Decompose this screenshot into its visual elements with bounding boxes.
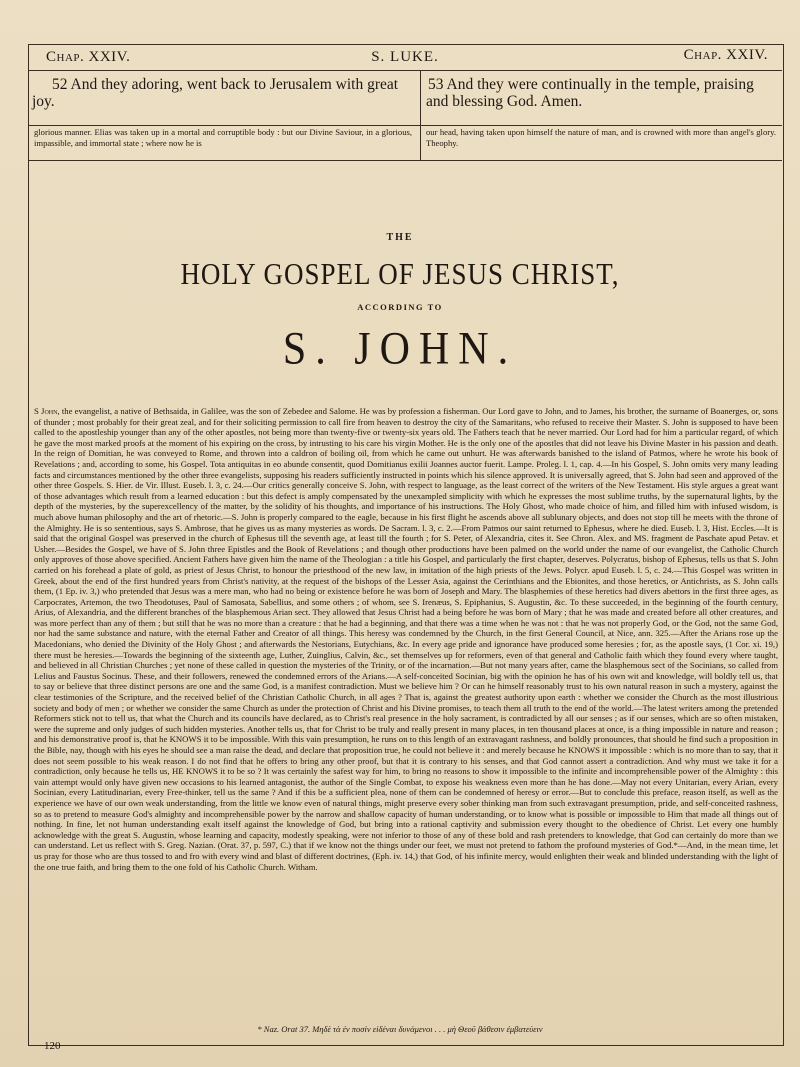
title-according: ACCORDING TO bbox=[357, 302, 443, 312]
column-divider bbox=[420, 71, 421, 125]
footnote: * Naz. Orat 37. Μηδὲ τὰ ἐν ποσὶν εἰδέναι δυνάμενοι . . . μὴ Θεοῦ βάθεσιν ἐμβατεύειν bbox=[257, 1024, 543, 1034]
verse-52: 52 And they adoring, went back to Jerusalem with great joy. bbox=[32, 76, 399, 110]
preface-body: the evangelist, a native of Bethsaida, in Galilee, was the son of Zebedee and Salome. He was by profession a fisherman. Our Lord gave to John, and to James, his brother, the surname of Boanerges, or, sons of thunder ; most probably for their great zeal, and for their soliciting permission to call fire from heaven to destroy the city of the Samaritans, who refused to receive their Master. S. John is supposed to have been called to the apostleship younger than any of the other apostles, not being more than twenty-five or twenty-six years old. The Fathers teach that he never married. Our Lord had for him a particular regard, of which he gave the most marked proofs at the moment of his expiring on the cross, by intrusting to his care his virgin Mother. He is the only one of the apostles that did not leave his Divine Master in his passion and death. In the reign of Domitian, he was conveyed to Rome, and thrown into a caldron of boiling oil, from which he came out unhurt. He was afterwards banished to the island of Patmos, where he wrote his book of Revelations ; and, according to some, his Gospel. Tota antiquitas in eo abunde consentit, quod Domitianus exilii Joannes auctor fuerit. Lampe. Proleg. l. 1, cap. 4.—In his Gospel, S. John omits very many leading facts and circumstances mentioned by the other three evangelists, supposing his readers sufficiently instructed in points which his silence approved. It is universally agreed, that S. John had seen and approved of the other three Gospels. S. Hier. de Vir. Illust. Euseb. l. 3, c. 24.—Our critics generally conceive S. John, with respect to language, as the least correct of the writers of the New Testament. His style argues a great want of those advantages which result from a learned education : but this defect is amply compensated by the unexampled simplicity with which he expresses the most sublime truths, by the supernatural lights, by the depth of the mysteries, by the superexcellency of the matter, by the solidity of his thoughts, and importance of his instructions. The Holy Ghost, who made choice of him, and filled him with infused wisdom, is much above human philosophy and the art of rhetoric.—S. John is properly compared to the eagle, because in his first flight he ascends above all sublunary objects, and does not stop till he meets with the throne of the Almighty. He is so sententious, says S. Ambrose, that he gives us as many mysteries as words. De Sacram. l. 3, c. 2.—From Patmos our saint returned to Ephesus, where he died. Euseb. l. 3, Hist. Eccles.—It is said that the original Gospel was preserved in the church of Ephesus till the seventh age, at least till the fourth ; for S. Peter, of Alexandria, cites it. See Chron. Alex. and MS. fragment de Paschate apud Petav. et Usher.—Besides the Gospel, we have of S. John three Epistles and the Book of Revelations ; and though other productions have been palmed on the world under the name of our evangelist, the Catholic Church only approves of those above specified. Ancient Fathers have given him the name of the Theologian : a title his Gospel, and particularly the first chapter, deserves. Polycratus, bishop of Ephesus, tells us that S. John carried on his forehead a plate of gold, as priest of Jesus Christ, to honour the priesthood of the new law, in imitation of the high priests of the Jews. Polycr. apud Euseb. l. 5, c. 24.—This Gospel was written in Greek, about the end of the first hundred years from Christ's nativity, at the request of the bishops of the Lesser Asia, against the Cerinthians and the Ebionites, and those heretics, or Antichrists, as S. John calls them, (1 Ep. iv. 3,) who pretended that Jesus was a mere man, who had no being or existence before he was born of Joseph and Mary. The blasphemies of these heretics had divers abettors in the first three ages, as Carpocrates, Artemon, the two Theodotuses, Paul of Samosata, Sabellius, and some others ; of whom, see S. Irenæus, S. Epiphanius, S. Augustin, &c. To these succeeded, in the beginning of the fourth century, Arius, of Alexandria, and the different branches of the blasphemous Arian sect. They allowed that Jesus Christ had a being before he was born of Mary ; that he was made and created before all other creatures, and was more perfect than any of them ; but still that he was no more than a creature : that he had a beginning, and that there was a time when he was not : that he was not properly God, or the God, not the same God, nor had the same substance and nature, with the eternal Father and Creator of all things. This heresy was condemned by the Church, in the first General Council, at Nice, ann. 325.—After the Arians rose up the Macedonians, who denied the Divinity of the Holy Ghost ; and afterwards the Nestorians, Eutychians, &c. In every age pride and ignorance have produced some heresies ; for, as the apostle says, (1 Cor. xi. 19,) there must be heresies.—Towards the beginning of the sixteenth age, Luther, Zuinglius, Calvin, &c., set themselves up for reformers, even of that general and Catholic faith which they found every where taught, and believed in all Christian Churches ; yet none of these called in question the mysteries of the Trinity, or of the incarnation.—But not many years after, came the blasphemous sect of the Socinians, so called from Lelius and Faustus Socinus. These, and their followers, renewed the condemned errors of the Arians.—A self-conceited Socinian, big with the opinion he has of his own wit and knowledge, will boldly tell us, that to say or believe that three distinct persons are one and the same God, is a manifest contradiction. Must we believe him ? Or can he himself reasonably trust to his own natural reason in such a mystery, against the clear testimonies of the Scripture, and the received belief of the Christian Catholic Church, in all ages ? That is, against the greatest authority upon earth : whether we consider the Church as the most illustrious society and body of men ; or whether we consider the same Church as under the protection of Christ and his Divine promises, to teach them all truth to the end of the world.—The latest writers among the pretended Reformers stick not to tell us, that what the Church and its councils have declared, as to Christ's real presence in the holy sacrament, is contradicted by all our senses ; as if our senses, which are so often mistaken, were the supreme and only judges of such hidden mysteries. Another tells us, that for Christ to be truly and really present in many places, in ten thousand places at once, is a thing impossible in nature and reason ; and his demonstrative proof is, that he KNOWS it to be impossible. With this vain presumption, he runs on to this length of an extravagant rashness, and boldly pronounces, that should he find such a proposition in the Bible, nay, though with his eyes he should see a man raise the dead, and declare that proposition true, he could not believe it : and merely because he KNOWS it impossible : which is no more than to say, that it does not seem possible to his weak reason. I do not find that he offers to bring any other proof, but that it is contrary to his senses, and that God cannot assert a contradiction. And why must we take it for a contradiction, only because he tells us, HE KNOWS it to be so ? It was certainly the safest way for him, to bring no reasons to show it impossible to the infinite and incomprehensible power of the Almighty : this vain attempt would only have given new occasions to his learned antagonist, the author of the Single Combat, to expose his weakness even more than he has done.—May not every Unitarian, every Arian, every Socinian, every Latitudinarian, every Free-thinker, tell us the same ? And if this be a sufficient plea, none of them can be condemned of heresy or error.—But to conclude this preface, reason itself, as well as the experience we have of our own weak understanding, from the little we know even of natural things, might preserve every sober thinking man from such extravagant presumption, pride, and self-conceited rashness, so as to pretend to measure God's almighty and incomprehensible power by the narrow and shallow capacity of human understanding, or to know what is possible or impossible to Him that made all things out of nothing. In fine, let not human understanding exalt itself against the knowledge of God, but bring into a rational captivity and submission every thought to the obedience of Christ. Let every one humbly acknowledge with the great S. Augustin, whose learning and capacity, modestly speaking, were not inferior to those of any of these bold and rash pretenders to knowledge, that God can certainly do more than we can understand. Let us reflect with S. Greg. Nazian. (Orat. 37, p. 597, C.) that if we know not the things under our feet, we must not pretend to fathom the profound mysteries of God.*—And, in the mean time, let us pray for those who are thus tossed to and fro with every wind and blast of different doctrines, (Eph. iv. 14,) that God, of his infinite mercy, would enlighten their weak and blinded understanding with the light of the one true faith, and bring them to the one fold of his Catholic Church. Witham. bbox=[34, 406, 778, 872]
chapter-label-right: Chap. XXIV. bbox=[683, 47, 768, 63]
verse-53: 53 And they were continually in the temple, praising and blessing God. Amen. bbox=[426, 76, 754, 110]
commentary-right: our head, having taken upon himself the nature of man, and is crowned with more than angel's glory. Theophy. bbox=[426, 127, 776, 148]
commentary-divider bbox=[420, 126, 421, 160]
gospel-title: HOLY GOSPEL OF JESUS CHRIST, bbox=[180, 257, 620, 291]
chapter-label-left: Chap. XXIV. bbox=[46, 49, 131, 65]
commentary-left: glorious manner. Elias was taken up in a mortal and corruptible body : but our Divine Saviour, in a glorious, impassible, and immortal state ; where now he is bbox=[34, 127, 412, 148]
preface-lead: S John, bbox=[34, 406, 60, 416]
book-title: S. LUKE. bbox=[371, 49, 439, 65]
gospel-name: S. JOHN. bbox=[282, 323, 518, 375]
verse-block bbox=[28, 71, 782, 126]
title-the: THE bbox=[386, 232, 414, 243]
commentary-block bbox=[28, 126, 782, 161]
running-header bbox=[28, 44, 782, 71]
preface-text bbox=[34, 406, 778, 872]
page-number: 120 bbox=[44, 1040, 61, 1052]
